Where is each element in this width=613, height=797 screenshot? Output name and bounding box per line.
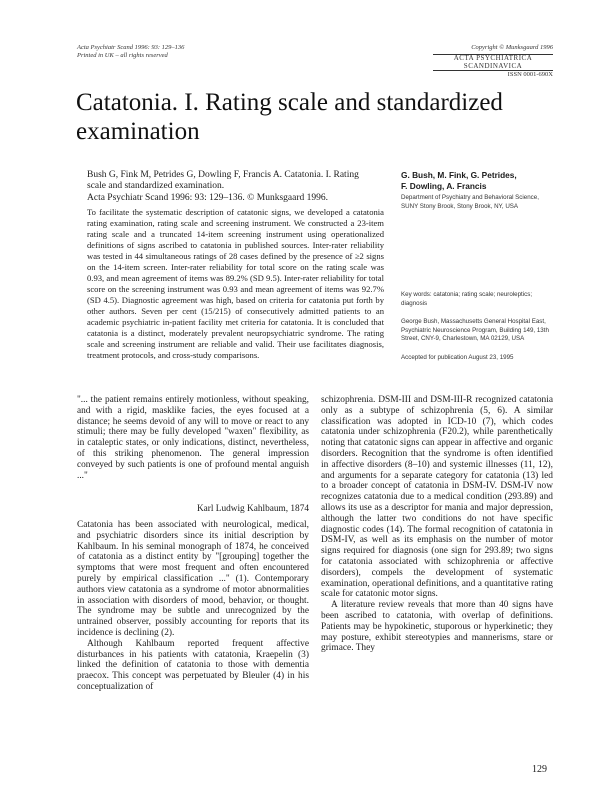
citation-line-3: Acta Psychiatr Scand 1996: 93: 129–136. © Munksgaard 1996. [87,192,328,203]
author-list [401,170,551,192]
journal-citation-line: Acta Psychiatr Scand 1996: 93: 129–136 [77,44,185,51]
citation-block [87,170,383,204]
copyright-header [433,44,553,79]
epigraph-quote: "... the patient remains entirely motionless, without speaking, and with a rigid, masklike facies, the eyes focused at a distance; he seems devoid of any will to move or react to any stimuli; there may be fully developed "waxen" flexibility, as in cataleptic states, or only indications, distinct, nevertheless, of this striking phenomenon. The general impression conveyed by such patients is one of profound mental anguish ..." [77,395,309,481]
body-paragraph: Catatonia has been associated with neurological, medical, and psychiatric disorders since its initial description by Kahlbaum. In his seminal monograph of 1874, he conceived of catatonia as a distinct entity by "[grouping] together the symptoms that were most frequent and often encountered purely by empirical classification ..." (1). Contemporary authors view catatonia as a syndrome of motor abnormalities in association with disorders of mood, behavior, or thought. The syndrome may be subtle and unrecognized by the untrained observer, possibly accounting for reports that its incidence is declining (2). [77,520,309,638]
correspondence-address: George Bush, Massachusetts General Hospital East, Psychiatric Neuroscience Program, Building 149, 13th Street, CNY-9, Charlestown, MA 02129, USA [401,318,549,342]
journal-name-box: ACTA PSYCHIATRICA SCANDINAVICA [433,54,553,71]
issn-line: ISSN 0001-690X [507,71,553,78]
epigraph-source: Karl Ludwig Kahlbaum, 1874 [196,504,309,514]
author-line-1: G. Bush, M. Fink, G. Petrides, [401,170,517,180]
affiliation: Department of Psychiatry and Behavioral Science, SUNY Stony Brook, Stony Brook, NY, USA [401,194,539,210]
body-paragraph: Although Kahlbaum reported frequent affective disturbances in his patients with catatonia, Kraepelin (3) linked the definition of catatonia to those with dementia praecox. This concept was perpetuated by Bleuler (4) in his conceptualization of [77,638,309,692]
accepted-date: Accepted for publication August 23, 1995 [401,354,514,361]
article-title: Catatonia. I. Rating scale and standardized examination [76,89,503,145]
body-column-right [321,395,553,654]
printed-in-line: Printed in UK – all rights reserved [77,52,168,59]
body-paragraph: A literature review reveals that more than 40 signs have been ascribed to catatonia, with overlap of definitions. Patients may be hypokinetic, stuporous or hyperkinetic; they may posture, exhibit stereotypies and mannerisms, stare or grimace. They [321,600,553,654]
abstract: To facilitate the systematic description of catatonic signs, we developed a catatonia rating examination, rating scale and screening instrument. We constructed a 23-item rating scale and a truncated 14-item screening instrument using operationalized definitions of signs ascribed to catatonia in published sources. Inter-rater reliability was tested in 44 simultaneous ratings of 28 cases defined by the presence of ≥2 signs on the 14-item screen. Inter-rater reliability for total score on the rating scale was 0.93, and mean agreement of items was 89.2% (SD 9.5). Inter-rater reliability for total score on the screening instrument was 0.93 and mean agreement of items was 92.7% (SD 4.5). Diagnostic agreement was high, based on criteria for catatonia put forth by other authors. Seven per cent (15/215) of consecutively admitted patients to an academic psychiatric in-patient facility met criteria for catatonia. It is concluded that catatonia is a distinct, moderately prevalent neuropsychiatric syndrome. The rating scale and screening instrument are reliable and valid. Their use facilitates diagnosis, treatment protocols, and cross-study comparisons. [87,207,384,360]
copyright-line: Copyright © Munksgaard 1996 [471,44,553,51]
citation-line-1: Bush G, Fink M, Petrides G, Dowling F, Francis A. Catatonia. I. Rating [87,170,359,180]
keywords: Key words: catatonia; rating scale; neuroleptics; diagnosis [401,291,533,307]
body-column-left [77,520,309,693]
journal-header [77,44,184,60]
author-line-2: F. Dowling, A. Francis [401,181,487,191]
page-number: 129 [532,764,547,775]
citation-line-2: scale and standardized examination. [87,181,225,192]
body-paragraph: schizophrenia. DSM-III and DSM-III-R recognized catatonia only as a subtype of schizophrenia (5, 6). A similar classification was adopted in ICD-10 (7), which codes catatonia under schizophrenia (F20.2), while parenthetically noting that catatonic signs can appear in affective and organic disorders. Recognition that the syndrome is often identified in affective disorders (8–10) and systemic illnesses (11, 12), and arguments for a separate category for catatonia (13) led to a broader concept of catatonia in DSM-IV. DSM-IV now recognizes catatonia due to a medical condition (293.89) and allows its use as a descriptor for mania and major depression, although the latter two conditions do not have specific diagnostic codes (14). The formal recognition of catatonia in DSM-IV, as well as its emphasis on the number of motor signs required for diagnosis (one sign for 293.89; two signs for catatonia associated with schizophrenia or affective disorders), compels the development of systematic examination, operational definitions, and a quantitative rating scale for catatonic motor signs. [321,395,553,600]
